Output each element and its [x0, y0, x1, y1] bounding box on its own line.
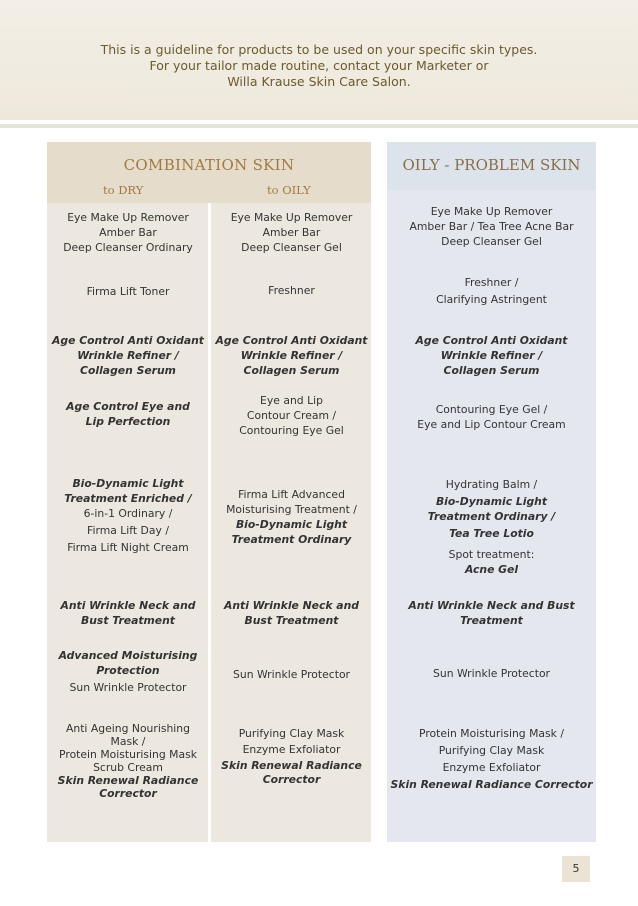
combo-serum-2: Wrinkle Refiner / — [240, 349, 343, 362]
dry-eye — [50, 399, 206, 429]
combo-treatment-b2: Treatment Ordinary — [231, 533, 352, 546]
dry-protection-b2: Protection — [96, 664, 160, 677]
problem-cleanser-2: Amber Bar / Tea Tree Acne Bar — [409, 220, 574, 233]
problem-serum-3: Collagen Serum — [443, 364, 540, 377]
combo-treatment — [213, 487, 370, 547]
problem-eye — [389, 402, 594, 432]
intro-line-3: Willa Krause Skin Care Salon. — [227, 74, 411, 89]
dry-cleanser-3: Deep Cleanser Ordinary — [63, 241, 193, 254]
problem-mask-2: Purifying Clay Mask — [438, 744, 545, 757]
combo-serum-1: Age Control Anti Oxidant — [215, 334, 368, 347]
subtitle-oily: to OILY — [267, 183, 311, 197]
dry-neck — [50, 598, 206, 628]
combo-mask-2: Enzyme Exfoliator — [242, 743, 341, 756]
combo-treatment-b1: Bio-Dynamic Light — [235, 518, 348, 531]
combo-neck-2: Bust Treatment — [244, 614, 339, 627]
dry-eye-2: Lip Perfection — [85, 415, 171, 428]
dry-mask-b2: Corrector — [99, 787, 157, 800]
combo-eye-1: Eye and Lip — [260, 394, 323, 407]
combo-treatment-2: Moisturising Treatment / — [226, 503, 357, 516]
problem-toner-2: Clarifying Astringent — [436, 293, 547, 306]
dry-treatment — [50, 476, 206, 555]
problem-eye-2: Eye and Lip Contour Cream — [417, 418, 566, 431]
dry-serum-1: Age Control Anti Oxidant — [52, 334, 204, 347]
combo-eye-2: Contour Cream / — [246, 409, 337, 422]
dry-cleanser-2: Amber Bar — [99, 226, 157, 239]
problem-serum — [389, 333, 594, 378]
dry-mask-4: Scrub Cream — [93, 761, 163, 774]
dry-treatment-2: Firma Lift Day / — [87, 524, 169, 537]
problem-neck — [389, 598, 594, 628]
problem-serum-1: Age Control Anti Oxidant — [415, 334, 568, 347]
dry-neck-1: Anti Wrinkle Neck and — [60, 599, 196, 612]
dry-serum — [50, 333, 206, 378]
dry-cleansers — [50, 210, 206, 255]
dry-treatment-b2: Treatment Enriched / — [64, 492, 192, 505]
combo-serum-3: Collagen Serum — [243, 364, 340, 377]
combo-mask-b2: Corrector — [262, 773, 321, 786]
dry-mask-3: Protein Moisturising Mask — [59, 748, 197, 761]
dry-mask-1: Anti Ageing Nourishing — [65, 722, 191, 735]
page-number: 5 — [562, 856, 590, 882]
problem-mask-b1: Skin Renewal Radiance Corrector — [390, 778, 593, 791]
problem-treatment-b1: Bio-Dynamic Light — [435, 495, 548, 508]
problem-cleanser-3: Deep Cleanser Gel — [441, 235, 542, 248]
intro-line-2: For your tailor made routine, contact your Marketer or — [149, 58, 489, 73]
problem-serum-2: Wrinkle Refiner / — [440, 349, 543, 362]
dry-treatment-b1: Bio-Dynamic Light — [72, 477, 184, 490]
combo-eye — [213, 393, 370, 438]
combo-neck-1: Anti Wrinkle Neck and — [223, 599, 359, 612]
problem-eye-1: Contouring Eye Gel / — [435, 403, 548, 416]
intro-text — [0, 42, 638, 90]
problem-cleanser-1: Eye Make Up Remover — [430, 205, 553, 218]
problem-toner-1: Freshner / — [464, 276, 519, 289]
problem-cleansers — [389, 204, 594, 249]
dry-protection — [50, 648, 206, 695]
problem-spot-product: Acne Gel — [464, 563, 519, 576]
combination-title: COMBINATION SKIN — [123, 156, 295, 174]
combo-masks — [213, 727, 370, 787]
dry-toner: Firma Lift Toner — [86, 285, 170, 298]
dry-mask-b1: Skin Renewal Radiance — [57, 774, 199, 787]
combo-serum — [213, 333, 370, 378]
combo-neck — [213, 598, 370, 628]
problem-treatment-b3: Tea Tree Lotio — [449, 527, 534, 540]
combo-toner: Freshner — [268, 284, 315, 297]
combo-treatment-1: Firma Lift Advanced — [238, 488, 345, 501]
combo-protector: Sun Wrinkle Protector — [233, 668, 350, 681]
problem-treatment — [389, 477, 594, 577]
combo-cleanser-2: Amber Bar — [262, 226, 321, 239]
dry-neck-2: Bust Treatment — [81, 614, 175, 627]
combo-cleanser-3: Deep Cleanser Gel — [241, 241, 342, 254]
divider — [0, 124, 638, 128]
subtitle-dry: to DRY — [103, 183, 144, 197]
combo-mask-b1: Skin Renewal Radiance — [221, 759, 362, 772]
intro-line-1: This is a guideline for products to be used on your specific skin types. — [100, 42, 538, 57]
problem-neck-1: Anti Wrinkle Neck and Bust — [408, 599, 575, 612]
oily-problem-title: OILY - PROBLEM SKIN — [402, 156, 581, 174]
problem-spot-label: Spot treatment: — [448, 548, 535, 561]
problem-neck-2: Treatment — [460, 614, 523, 627]
dry-cleanser-1: Eye Make Up Remover — [67, 211, 189, 224]
combo-mask-1: Purifying Clay Mask — [238, 727, 345, 740]
dry-masks — [50, 722, 206, 800]
combo-eye-3: Contouring Eye Gel — [239, 424, 344, 437]
dry-treatment-3: Firma Lift Night Cream — [67, 541, 189, 554]
problem-treatment-b2: Treatment Ordinary / — [427, 510, 556, 523]
problem-treatment-1: Hydrating Balm / — [445, 478, 538, 491]
dry-serum-3: Collagen Serum — [80, 364, 176, 377]
dry-treatment-1: 6-in-1 Ordinary / — [83, 507, 173, 520]
dry-protection-b1: Advanced Moisturising — [58, 649, 198, 662]
problem-masks — [389, 726, 594, 792]
dry-serum-2: Wrinkle Refiner / — [77, 349, 179, 362]
combo-cleanser-1: Eye Make Up Remover — [230, 211, 353, 224]
dry-mask-2: Mask / — [110, 735, 146, 748]
problem-mask-3: Enzyme Exfoliator — [442, 761, 541, 774]
problem-protector: Sun Wrinkle Protector — [433, 667, 550, 680]
problem-mask-1: Protein Moisturising Mask / — [419, 727, 564, 740]
problem-toner — [389, 275, 594, 307]
combo-cleansers — [213, 210, 370, 255]
dry-protection-1: Sun Wrinkle Protector — [69, 681, 187, 694]
dry-eye-1: Age Control Eye and — [66, 400, 190, 413]
